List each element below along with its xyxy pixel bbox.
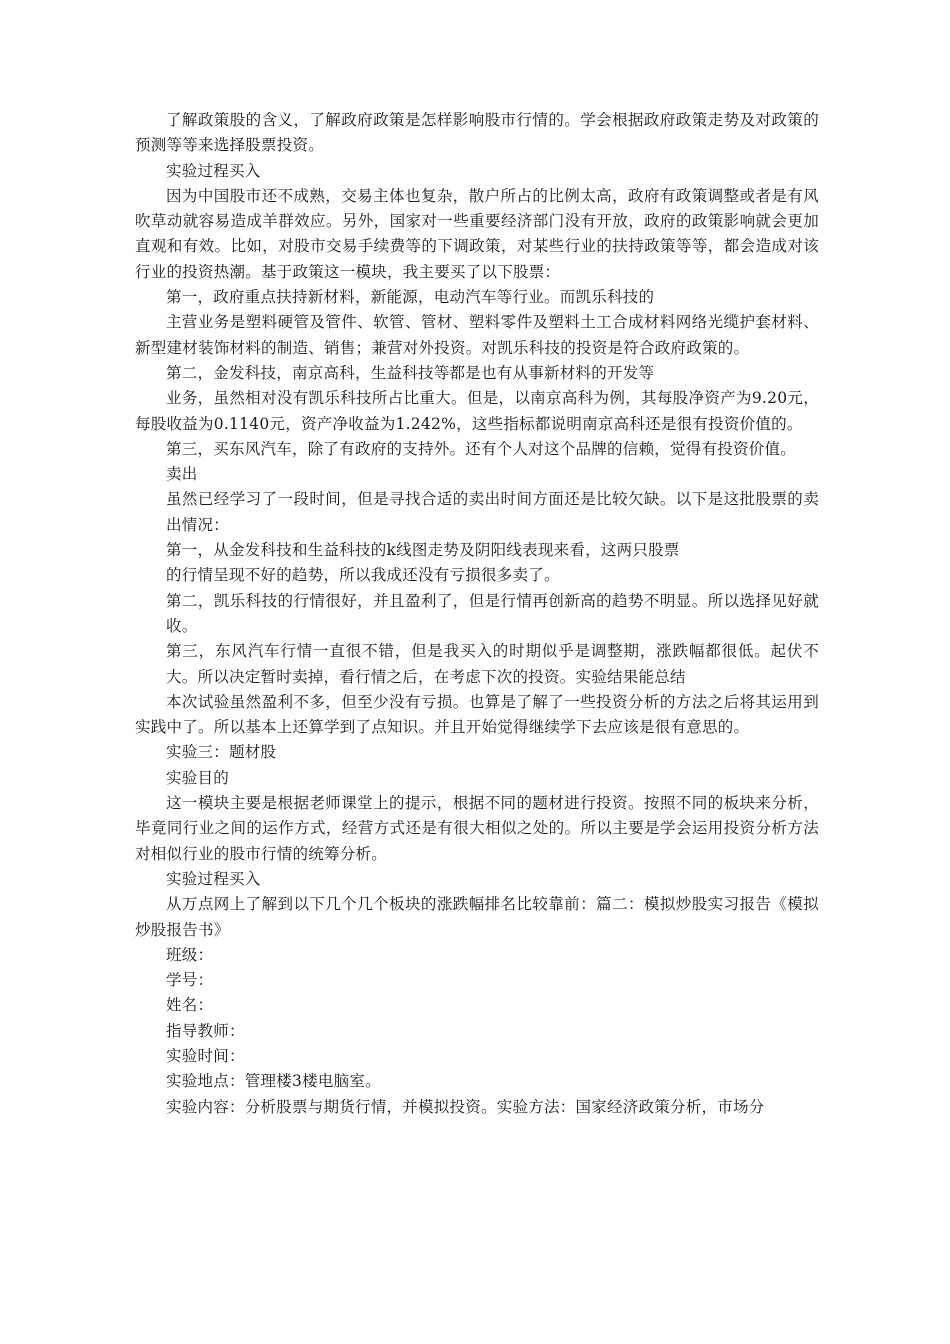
heading-experiment-purpose: 实验目的 (166, 768, 230, 787)
paragraph-sector-ranking: 从万点网上了解到以下几个几个板块的涨跌幅排名比较靠前：篇二：模拟炒股实习报告《模拟炒股报告书》 (135, 895, 819, 939)
paragraph-objective-text: 了解政策股的含义，了解政府政策是怎样影响股市行情的。学会根据政府政策走势及对政策的预测等等来选择股票投资。 (135, 111, 819, 155)
paragraph-theme-purpose: 这一模块主要是根据老师课堂上的提示，根据不同的题材进行投资。按照不同的板块来分析，毕竟同行业之间的运作方式，经营方式还是有很大相似之处的。所以主要是学会运用投资分析方法对相似行业的股市行情的统筹分析。 (135, 794, 819, 863)
field-name: 姓名： (166, 996, 214, 1015)
paragraph-sell-first-cont: 的行情呈现不好的趋势，所以我成还没有亏损很多卖了。 (166, 566, 560, 585)
heading-process-buy-2: 实验过程买入 (166, 869, 261, 888)
paragraph-conclusion: 本次试验虽然盈利不多，但至少没有亏损。也算是了解了一些投资分析的方法之后将其运用到实践中了。所以基本上还算学到了点知识。并且开始觉得继续学下去应该是很有意思的。 (135, 692, 819, 737)
paragraph-sell-third: 第三，东风汽车行情一直很不错，但是我买入的时期似乎是调整期，涨跌幅都很低。起伏不大。所以决定暂时卖掉，看行情之后，在考虑下次的投资。实验结果能总结 (166, 642, 819, 686)
paragraph-sell-second: 第二，凯乐科技的行情很好，并且盈利了，但是行情再创新高的趋势不明显。所以选择见好就收。 (166, 591, 819, 635)
field-experiment-time: 实验时间： (166, 1046, 245, 1065)
paragraph-first-pick: 第一，政府重点扶持新材料，新能源，电动汽车等行业。而凯乐科技的 (166, 288, 655, 307)
field-experiment-content: 实验内容：分析股票与期货行情，并模拟投资。实验方法：国家经济政策分析，市场分 (166, 1097, 765, 1116)
paragraph-policy-background: 因为中国股市还不成熟，交易主体也复杂，散户所占的比例太高，政府有政策调整或者是有风吹草动就容易造成羊群效应。另外，国家对一些重要经济部门没有开放，政府的政策影响就会更加直观和有效。比如，对股市交易手续费等的下调政策，对某些行业的扶持政策等等，都会造成对该行业的投资热潮。基于政策这一模块，我主要买了以下股票： (135, 186, 819, 281)
paragraph-second-pick: 第二，金发科技，南京高科，生益科技等都是也有从事新材料的开发等 (166, 363, 655, 382)
paragraph-sell-first: 第一，从金发科技和生益科技的k线图走势及阴阳线表现来看，这两只股票 (166, 541, 680, 560)
field-class: 班级： (166, 945, 214, 964)
paragraph-sell-intro: 虽然已经学习了一段时间，但是寻找合适的卖出时间方面还是比较欠缺。以下是这批股票的卖出情况： (166, 490, 819, 534)
document-body (135, 108, 819, 1120)
field-instructor: 指导教师： (166, 1021, 245, 1040)
heading-experiment-three: 实验三：题材股 (166, 743, 277, 762)
paragraph-third-pick: 第三，买东风汽车，除了有政府的支持外。还有个人对这个品牌的信赖，觉得有投资价值。 (166, 439, 797, 458)
paragraph-nanjing-metrics: 业务，虽然相对没有凯乐科技所占比重大。但是，以南京高科为例，其每股净资产为9.20元，每股收益为0.1140元，资产净收益为1.242%，这些指标都说明南京高科还是很有投资价值的。 (135, 389, 819, 433)
heading-process-buy: 实验过程买入 (166, 161, 261, 180)
heading-sell: 卖出 (166, 465, 198, 484)
field-student-id: 学号： (166, 971, 214, 990)
paragraph-kaile-business: 主营业务是塑料硬管及管件、软管、管材、塑料零件及塑料土工合成材料网络光缆护套材料、新型建材装饰材料的制造、销售；兼营对外投资。对凯乐科技的投资是符合政府政策的。 (135, 313, 819, 357)
field-experiment-location: 实验地点：管理楼3楼电脑室。 (166, 1072, 381, 1091)
